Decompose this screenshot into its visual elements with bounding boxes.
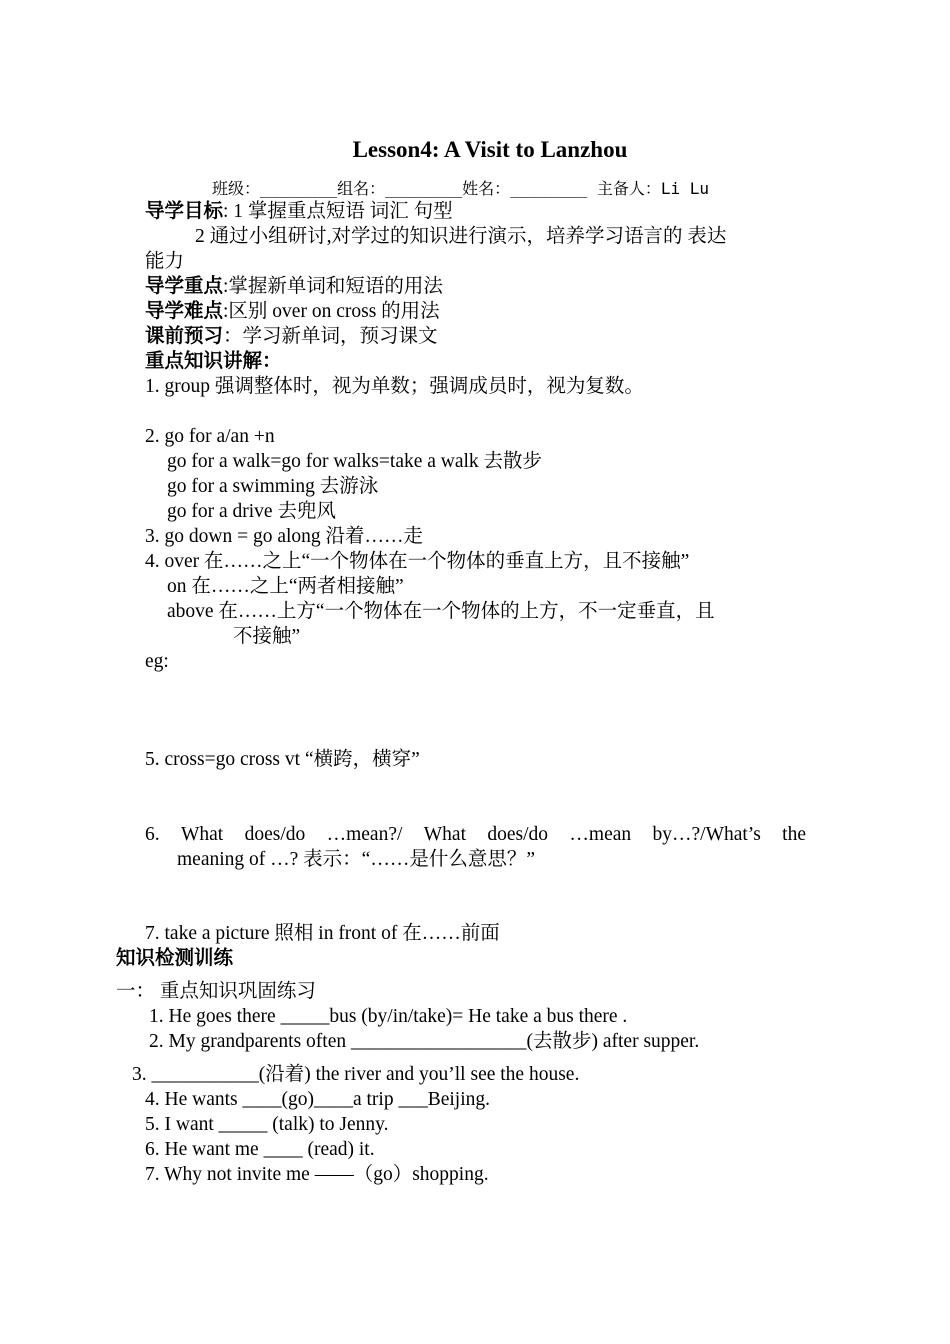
class-blank: ________	[260, 179, 338, 198]
point-4c: 不接触”	[233, 626, 301, 647]
point-6	[145, 822, 806, 847]
goals-line-2: 2 通过小组研讨,对学过的知识进行演示，培养学习语言的 表达	[195, 226, 727, 247]
focus-label: 导学重点	[145, 276, 224, 297]
preparer: 主备人：Li Lu	[587, 179, 710, 198]
point-4a: on 在……之上“两者相接触”	[167, 576, 404, 597]
exercise-7: 7. Why not invite me ——（go）shopping.	[145, 1164, 489, 1185]
name-blank: ________	[510, 179, 588, 198]
point-4: 4. over 在……之上“一个物体在一个物体的垂直上方，且不接触”	[145, 551, 690, 572]
difficulty-label: 导学难点	[145, 301, 224, 322]
point-1: 1. group 强调整体时，视为单数；强调成员时，视为复数。	[145, 376, 644, 397]
point-6-word: does/do	[487, 824, 549, 845]
difficulty-text: :区别 over on cross 的用法	[223, 301, 440, 322]
exercise-2: 2. My grandparents often __________________(去散步) after supper.	[149, 1031, 700, 1052]
practice-heading: 知识检测训练	[116, 948, 234, 969]
goals-text-1: : 1 掌握重点短语 词汇 句型	[223, 201, 453, 222]
exercise-5: 5. I want _____ (talk) to Jenny.	[145, 1114, 389, 1135]
exercise-6: 6. He want me ____ (read) it.	[145, 1139, 375, 1160]
point-6-word: …mean?/	[326, 824, 403, 845]
exercise-1: 1. He goes there _____bus (by/in/take)= He take a bus there .	[149, 1006, 628, 1027]
preview-line	[145, 324, 438, 349]
name-label: 姓名：	[462, 179, 511, 198]
goals-line-3: 能力	[145, 251, 185, 272]
preview-label: 课前预习	[145, 326, 224, 347]
point-6-word: What	[180, 824, 224, 845]
header-line	[212, 176, 709, 201]
preview-text: ：学习新单词，预习课文	[223, 326, 438, 347]
point-5: 5. cross=go cross vt “横跨，横穿”	[145, 749, 420, 770]
exercise-4: 4. He wants ____(go)____a trip ___Beijing.	[145, 1089, 490, 1110]
point-3: 3. go down = go along 沿着……走	[145, 526, 424, 547]
point-6-word: by…?/What’s	[652, 824, 761, 845]
point-6-word: What	[423, 824, 467, 845]
point-2b: go for a swimming 去游泳	[167, 476, 379, 497]
point-6b: meaning of …? 表示：“……是什么意思？”	[177, 849, 535, 870]
point-4b: above 在……上方“一个物体在一个物体的上方，不一定垂直，且	[167, 601, 715, 622]
group-label: 组名：	[337, 179, 386, 198]
point-7: 7. take a picture 照相 in front of 在……前面	[145, 923, 500, 944]
point-6-word: the	[782, 824, 806, 845]
eg-label: eg:	[145, 651, 169, 672]
key-points-heading: 重点知识讲解：	[145, 351, 282, 372]
difficulty-line	[145, 299, 440, 324]
point-6-word: does/do	[244, 824, 306, 845]
point-6-word: …mean	[569, 824, 632, 845]
section-1-heading: 一： 重点知识巩固练习	[116, 981, 316, 1002]
focus-line	[145, 274, 443, 299]
focus-text: :掌握新单词和短语的用法	[223, 276, 443, 297]
group-blank: ________	[385, 179, 463, 198]
point-2c: go for a drive 去兜风	[167, 501, 336, 522]
lesson-title: Lesson4: A Visit to Lanzhou	[352, 137, 628, 162]
exercise-3: 3. ___________(沿着) the river and you’ll see the house.	[132, 1064, 580, 1085]
goals-label: 导学目标	[145, 201, 224, 222]
class-label: 班级：	[212, 179, 261, 198]
point-2: 2. go for a/an +n	[145, 426, 275, 447]
goals-line-1	[145, 199, 453, 224]
point-2a: go for a walk=go for walks=take a walk 去散步	[167, 451, 543, 472]
point-6-word: 6.	[145, 824, 160, 845]
